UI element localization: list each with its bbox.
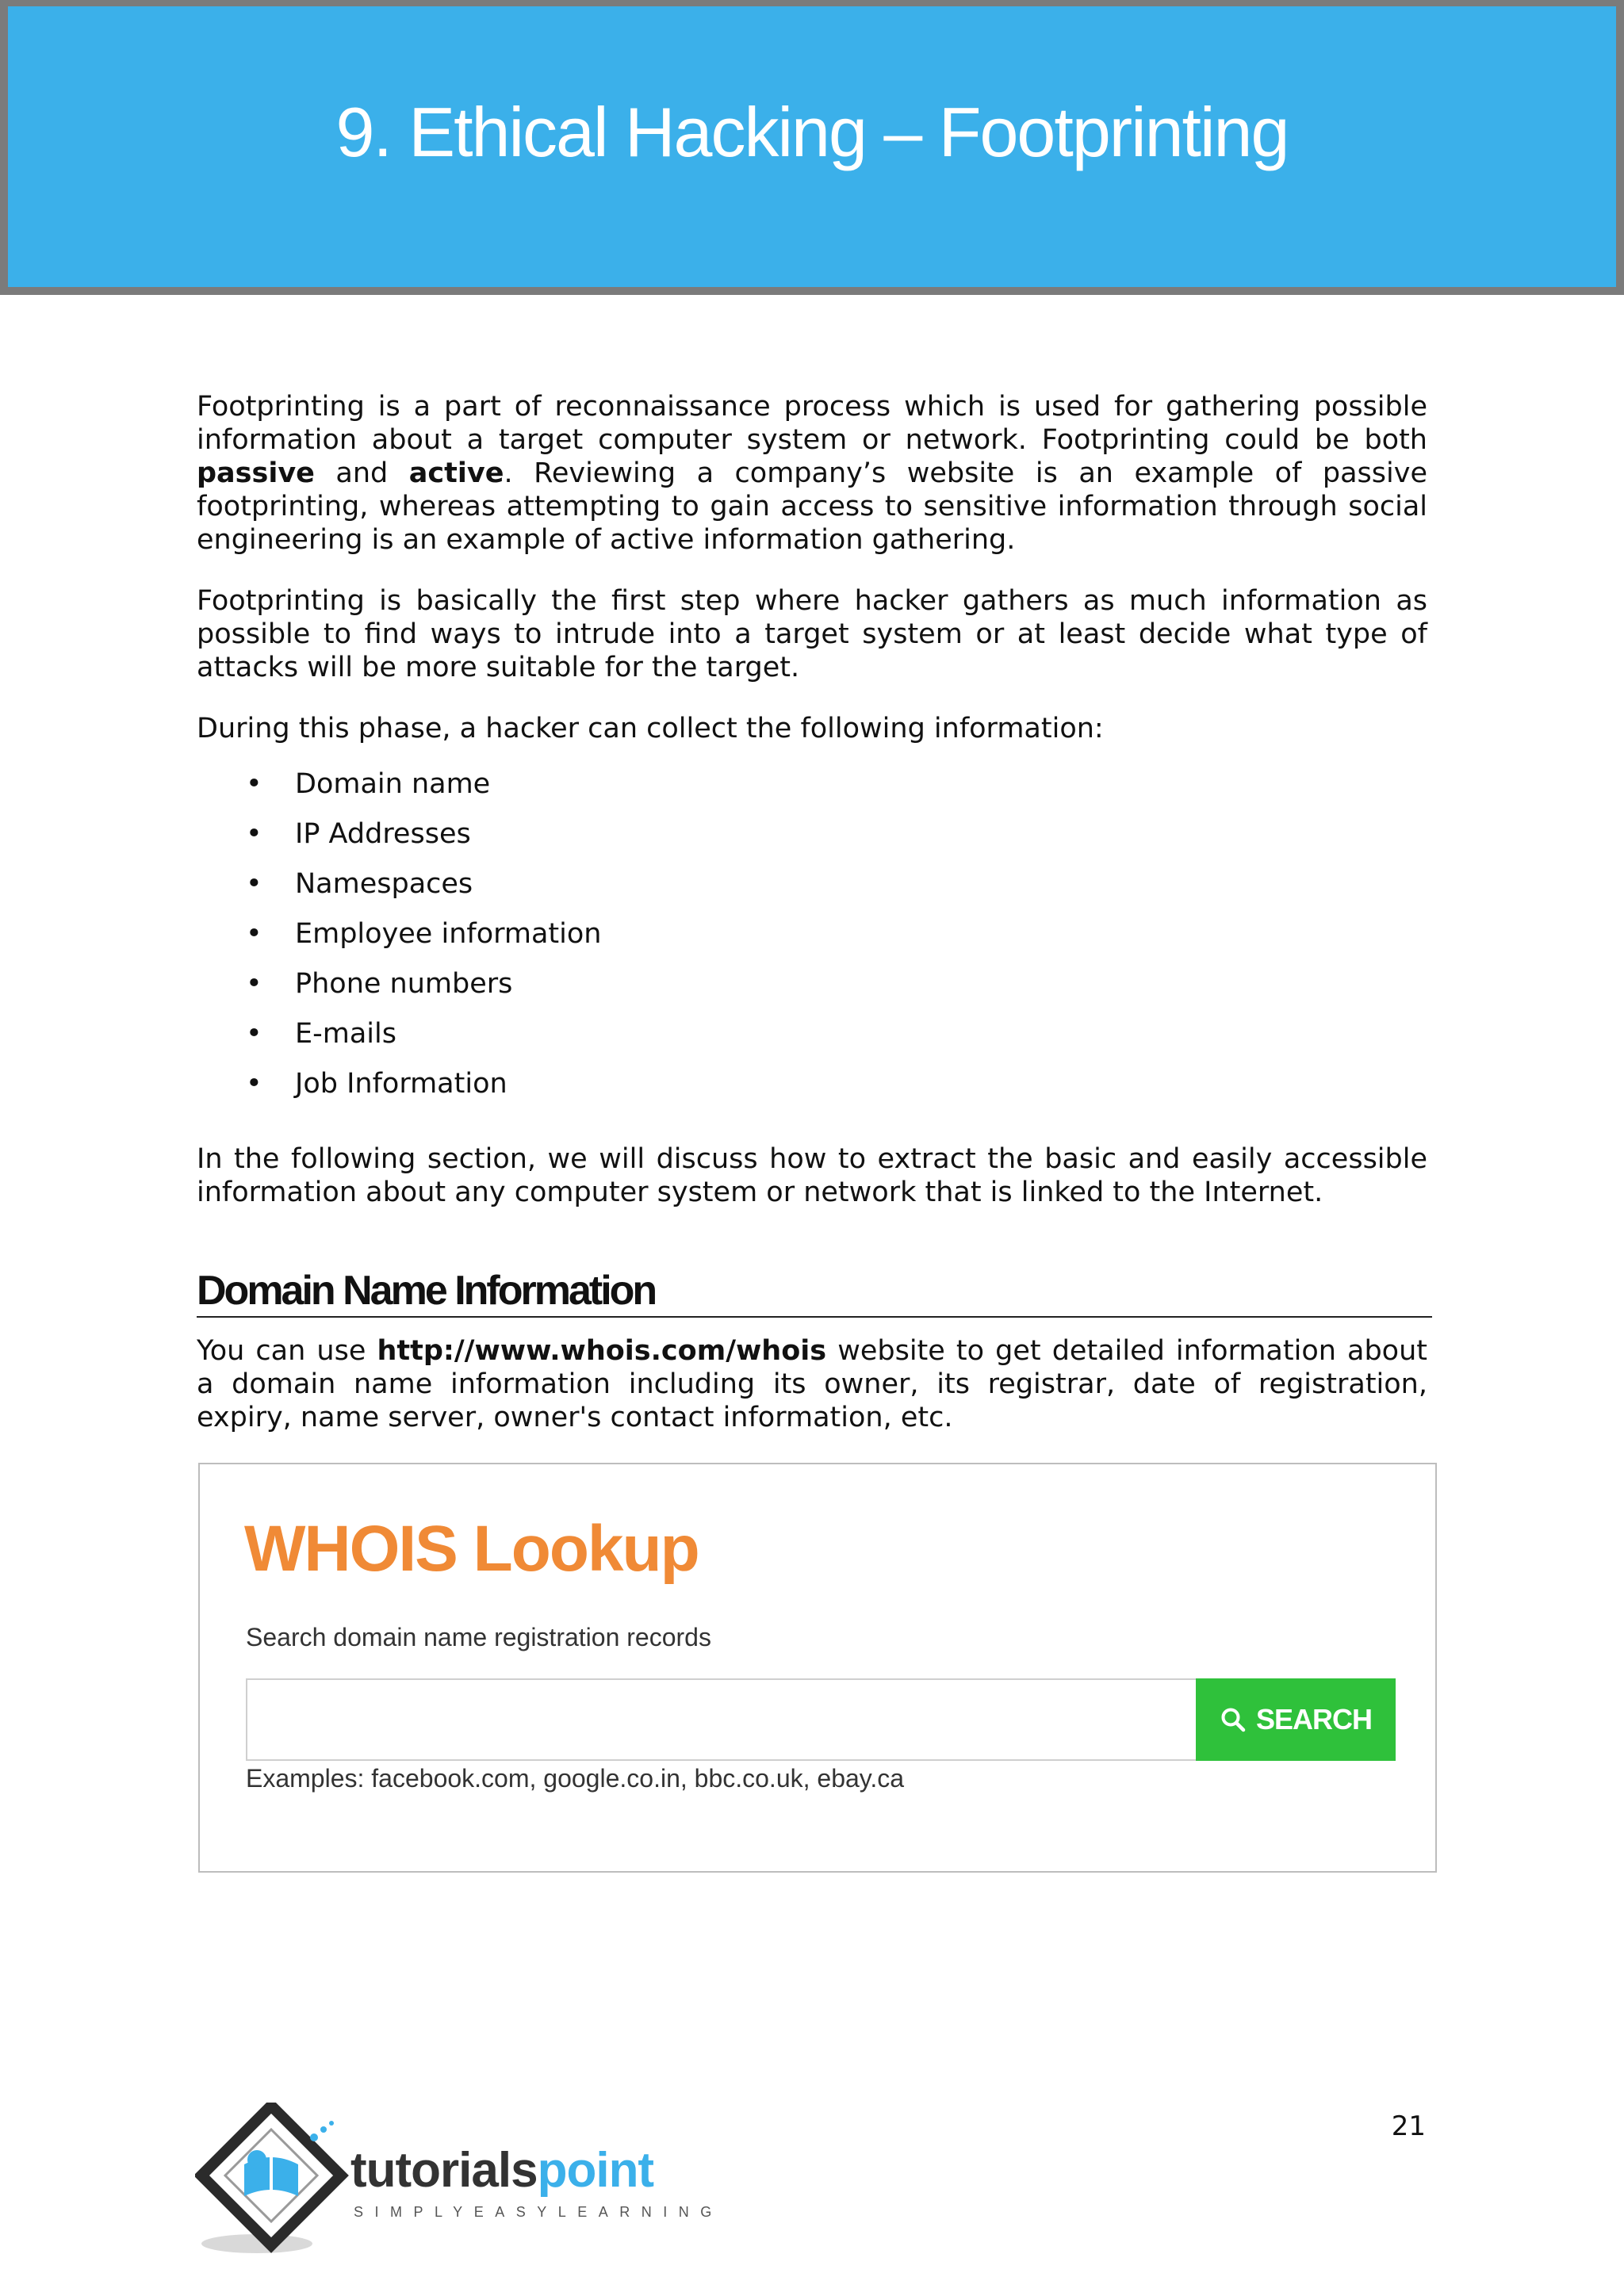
tutorialspoint-logo	[195, 2103, 723, 2258]
list-item	[197, 767, 1427, 817]
whois-subtitle: Search domain name registration records	[246, 1623, 711, 1651]
bullet-icon: •	[246, 1068, 262, 1100]
main-content	[197, 390, 1427, 1237]
logo-word-point: point	[537, 2143, 654, 2198]
logo-tagline: SIMPLYEASYLEARNING	[354, 2204, 723, 2220]
list-item-label: Domain name	[295, 768, 491, 800]
chapter-title: 9. Ethical Hacking – Footprinting	[335, 93, 1289, 171]
list-item	[197, 1067, 1427, 1117]
following-section-paragraph: In the following section, we will discuss how to extract the basic and easily accessible information about any computer system or network that is linked to the Internet.	[197, 1143, 1427, 1208]
domain-search-input[interactable]	[246, 1678, 1197, 1761]
bullet-icon: •	[246, 1018, 262, 1050]
intro-text-1: Footprinting is a part of reconnaissance process which is used for gathering possible information about a target computer system or network. Footprinting could be both	[197, 391, 1427, 456]
list-item-label: E-mails	[295, 1018, 396, 1050]
whois-title: WHOIS Lookup	[244, 1513, 699, 1585]
search-button[interactable]	[1196, 1678, 1396, 1761]
intro-bold-active: active	[408, 457, 504, 489]
list-item-label: IP Addresses	[295, 818, 471, 850]
logo-word-tutorials: tutorials	[350, 2143, 538, 2198]
list-item	[197, 967, 1427, 1017]
intro-bold-passive: passive	[197, 457, 315, 489]
whois-lookup-screenshot	[198, 1463, 1437, 1873]
logo-wordmark	[350, 2142, 653, 2198]
list-item-label: Employee information	[295, 918, 602, 950]
chapter-header-banner	[0, 0, 1624, 295]
bullet-icon: •	[246, 768, 262, 800]
whois-intro-text-1: You can use	[197, 1335, 377, 1367]
section-heading-domain-name: Domain Name Information	[197, 1267, 1432, 1318]
search-button-label: SEARCH	[1255, 1703, 1372, 1735]
bullet-icon: •	[246, 818, 262, 850]
search-icon	[1220, 1706, 1247, 1733]
list-item	[197, 867, 1427, 917]
list-item	[197, 917, 1427, 967]
whois-examples: Examples: facebook.com, google.co.in, bbc.co.uk, ebay.ca	[246, 1764, 905, 1793]
intro-text-2: and	[314, 457, 409, 489]
collect-info-paragraph: During this phase, a hacker can collect the following information:	[197, 713, 1104, 744]
list-item	[197, 817, 1427, 867]
page-number: 21	[1391, 2110, 1426, 2142]
whois-intro-text-2: website to get detailed information about a domain name information including its owner, its registrar, date of registration, expiry, name server, owner's contact information, etc.	[197, 1335, 1428, 1433]
whois-url: http://www.whois.com/whois	[377, 1335, 827, 1367]
intro-paragraph	[197, 390, 1427, 557]
first-step-paragraph: Footprinting is basically the first step where hacker gathers as much information as possible to find ways to intrude into a target system or at least decide what type of attacks will be more suitable for the target.	[197, 585, 1427, 683]
whois-intro-paragraph	[197, 1334, 1427, 1434]
list-item-label: Phone numbers	[295, 968, 513, 1000]
logo-diamond-icon	[195, 2103, 354, 2258]
list-item-label: Namespaces	[295, 868, 473, 900]
list-item-label: Job Information	[295, 1068, 508, 1100]
bullet-icon: •	[246, 968, 262, 1000]
bullet-icon: •	[246, 868, 262, 900]
list-item	[197, 1017, 1427, 1067]
info-bullet-list	[197, 767, 1427, 1117]
bullet-icon: •	[246, 918, 262, 950]
intro-text-3: . Reviewing a company’s website is an example of passive footprinting, whereas attempting to gain access to sensitive information through social engineering is an example of active information gathering.	[197, 457, 1427, 556]
